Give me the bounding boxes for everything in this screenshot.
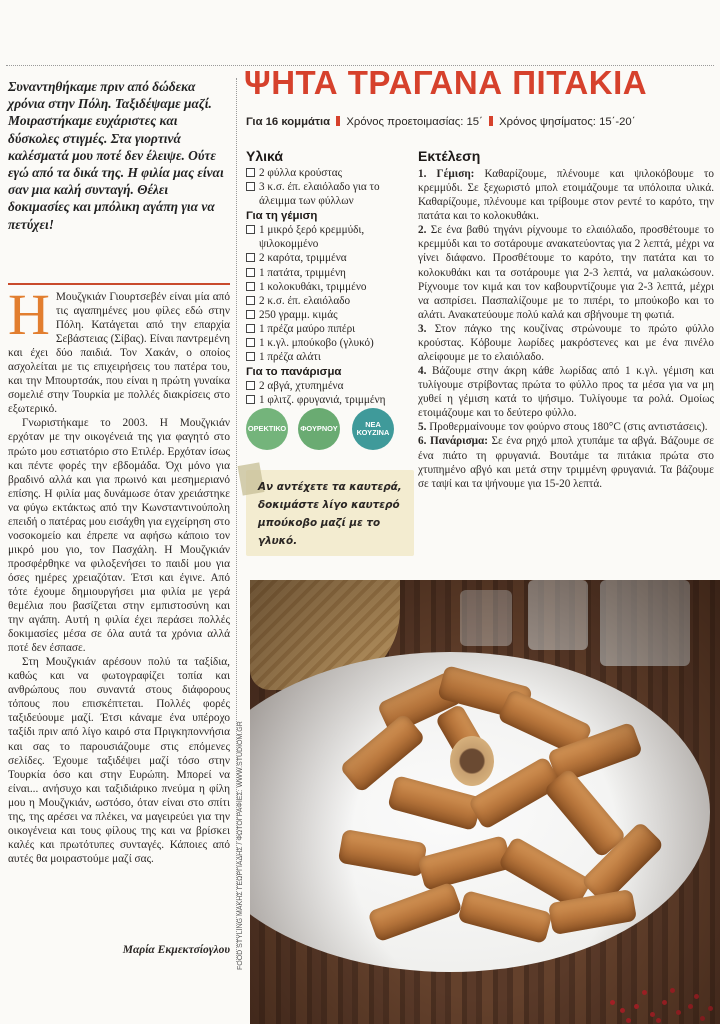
method-step <box>418 364 714 420</box>
category-badges <box>246 408 396 452</box>
ingredients-heading: Υλικά <box>246 148 283 164</box>
checkbox[interactable] <box>246 268 255 277</box>
ingredient-item <box>246 350 418 364</box>
meta-separator <box>336 116 340 126</box>
ingredient-text: 2 καρότα, τριμμένα <box>259 252 347 265</box>
tip-text: Αν αντέχετε τα καυτερά, δοκιμάστε λίγο καυτερό μπούκοβο μαζί με το γλυκό. <box>258 481 402 547</box>
badge-new-cuisine: ΝΕΑ ΚΟΥΖΙΝΑ <box>352 408 394 450</box>
step-text: Καθαρίζουμε, πλένουμε και ψιλοκόβουμε το κρεμμύδι. Σε ξεχωριστό μπολ ετοιμάζουμε τα υπόλοιπα υλικά. Καθαρίζουμε, πλένουμε και τρίβουμε στον ρεντέ το καρότο, την πατάτα και το κολοκυθάκι. <box>418 168 714 223</box>
meta-separator <box>489 116 493 126</box>
drop-cap: Η <box>8 282 50 347</box>
step-number: 6. <box>418 435 427 448</box>
filling-heading: Για τη γέμιση <box>246 210 318 223</box>
article-body <box>8 282 230 866</box>
ingredient-text: 3 κ.σ. έπ. ελαιόλαδο για το άλειμμα των φύλλων <box>259 181 380 208</box>
ingredients-breading-list <box>246 379 418 407</box>
step-label: Πανάρισμα: <box>429 435 488 448</box>
checkbox[interactable] <box>246 352 255 361</box>
tip-note <box>240 464 416 562</box>
ingredient-item <box>246 308 418 322</box>
ingredient-item <box>246 266 418 280</box>
bake-time: Χρόνος ψησίματος: 15΄-20΄ <box>499 116 636 128</box>
ingredients-section <box>246 148 418 407</box>
food-photo <box>250 580 720 1024</box>
step-label: Γέμιση: <box>436 168 475 180</box>
intro-text: Συναντηθήκαμε πριν από δώδεκα χρόνια στην Πόλη. Ταξιδέψαμε μαζί. Μοιραστήκαμε ευχάριστες και δύσκολες στιγμές. Στα γιορτινά καλέσματά μου ποτέ δεν έλειψε. Ούτε εγώ από τα δικά της. Η φιλία μας είναι σαν μια καλή συνταγή. Θέλει δοκιμασίες και μπόλικη αγάπη για να πετύχει! <box>8 79 224 232</box>
ingredient-item <box>246 393 418 407</box>
ingredient-text: 1 μικρό ξερό κρεμμύδι, ψιλοκομμένο <box>259 224 365 251</box>
ingredient-item <box>246 322 418 336</box>
recipe-meta <box>246 116 716 128</box>
checkbox[interactable] <box>246 338 255 347</box>
photo-credit: FOOD STYLING ΜΑΚΗΣ ΓΕΩΡΓΙΑΔΗΣ / ΦΩΤΟΓΡΑΦΙΕΣ: WWW.STUDIOM.GR <box>237 721 244 970</box>
ingredient-text: 250 γραμμ. κιμάς <box>259 308 338 321</box>
checkbox[interactable] <box>246 310 255 319</box>
step-text: Σε ένα βαθύ τηγάνι ρίχνουμε το ελαιόλαδο, προσθέτουμε το κρεμμύδι και το σοτάρουμε ανακατεύοντας για 2 λεπτά, μέχρι να γίνει διάφανο. Προσθέτουμε το καρότο, την πατάτα και το κολοκυθάκι και τα σοτάρουμε για 2-3 λεπτά, να μαλακώσουν. Ρίχνουμε τον κιμά και τον καβουρντίζουμε για 2-3 λεπτά, μέχρι να ασπρίσει. Πασπαλίζουμε με το πιπέρι, το μπούκοβο και το αλάτι. Ανακατεύουμε πολύ καλά και σβήνουμε τη φωτιά. <box>418 224 714 321</box>
ingredient-item <box>246 294 418 308</box>
ingredient-text: 1 πατάτα, τριμμένη <box>259 266 346 279</box>
method-step <box>418 322 714 364</box>
checkbox[interactable] <box>246 282 255 291</box>
step-text: Βάζουμε στην άκρη κάθε λωρίδας από 1 κ.γλ. γέμιση και τυλίγουμε στρίβοντας πρώτα το φύλλο προς τα μέσα για να μη χυθεί η γέμιση κατά το ψήσιμο. Τυλίγουμε τα ρολά. Ομοίως ετοιμάζουμε και το δεύτερο φύλλο. <box>418 365 714 420</box>
method-section <box>418 148 714 491</box>
servings: Για 16 κομμάτια <box>246 116 331 128</box>
method-step <box>418 420 714 434</box>
ingredient-item <box>246 180 418 208</box>
ingredient-text: 1 πρέζα μαύρο πιπέρι <box>259 322 356 335</box>
ingredient-text: 2 κ.σ. έπ. ελαιόλαδο <box>259 294 351 307</box>
ingredient-text: 2 φύλλα κρούστας <box>259 167 343 179</box>
ingredient-item <box>246 280 418 294</box>
step-number: 4. <box>418 365 427 378</box>
ingredients-main-list <box>246 166 418 208</box>
method-step <box>418 167 714 223</box>
checkbox[interactable] <box>246 182 255 191</box>
checkbox[interactable] <box>246 296 255 305</box>
step-text: Στον πάγκο της κουζίνας στρώνουμε το πρώτο φύλλο κρούστας. Κόβουμε λωρίδες μακρόστενες και με ένα πινέλο αλείφουμε με το ελαιόλαδο. <box>418 322 714 364</box>
checkbox[interactable] <box>246 381 255 390</box>
checkbox[interactable] <box>246 253 255 262</box>
checkbox[interactable] <box>246 324 255 333</box>
step-number: 5. <box>418 421 427 434</box>
method-step <box>418 223 714 322</box>
step-number: 1. <box>418 168 427 180</box>
breading-heading: Για το πανάρισμα <box>246 366 342 379</box>
checkbox[interactable] <box>246 395 255 404</box>
ingredient-item <box>246 251 418 265</box>
step-number: 2. <box>418 224 427 237</box>
article-paragraph-2: Γνωριστήκαμε το 2003. Η Μουζγκιάν ερχόταν με την οικογένειά της για φαγητό στο πρώτο μου εστιατόριο στο Ετιλέρ. Ερχόταν ίσως και πέντε φορές την εβδομάδα. Όχι μόνο για βραδινό αλλά και για πρωινό και μεσημεριανό επίσης. Η φιλία μας δυνάμωσε όταν χρειάστηκε να φύγω εκτάκτως από την Κωνσταντινούπολη επειδή ο πατέρας μου εισάχθη για εγχείρηση στο νοσοκομείο και έπρεπε να αφήσω κάποιο τον μικρό μου γιο, τον Πασχάλη. Η Μουζγκιάν προσφέρθηκε να φιλοξενήσει το παιδί μου για όσες ημέρες χρειαζόταν. Έτσι και έγινε. Από τότε έχουμε δημιουργήσει μια φιλία με γερά θεμέλια που βασίζεται στην εμπιστοσύνη και την αγάπη. Αυτή η φιλία έχει περάσει πολλές δοκιμασίες μέσα σε όλα αυτά τα χρόνια αλλά ποτέ δεν έσπασε. <box>8 417 230 655</box>
method-heading: Εκτέλεση <box>418 148 481 164</box>
ingredient-text: 1 φλιτζ. φρυγανιά, τριμμένη <box>259 394 386 407</box>
step-text: Προθερμαίνουμε τον φούρνο στους 180°C (στις αντιστάσεις). <box>426 421 708 434</box>
prep-time: Χρόνος προετοιμασίας: 15΄ <box>346 116 483 128</box>
ingredient-text: 2 αβγά, χτυπημένα <box>259 380 344 393</box>
ingredient-item <box>246 336 418 350</box>
ingredient-item <box>246 223 418 251</box>
checkbox[interactable] <box>246 225 255 234</box>
author-name: Μαρία Εκμεκτσίογλου <box>122 944 230 956</box>
ingredient-text: 1 κολοκυθάκι, τριμμένο <box>259 280 367 293</box>
step-text: Σε ένα ρηχό μπολ χτυπάμε τα αβγά. Βάζουμε σε ένα πιάτο τη φρυγανιά. Βουτάμε τα πιτάκια πρώτα στο χτυπημένο αβγό και μετά στην τριμμένη φρυγανιά. Τα βάζουμε σε ταψί και τα ψήνουμε για 15-20 λεπτά. <box>418 435 715 490</box>
ingredient-item <box>246 379 418 393</box>
ingredients-filling-list <box>246 223 418 364</box>
ingredient-text: 1 κ.γλ. μπούκοβο (γλυκό) <box>259 337 374 350</box>
badge-oven: ΦΟΥΡΝΟΥ <box>298 408 340 450</box>
method-steps <box>418 167 714 491</box>
badge-appetizer: ΟΡΕΚΤΙΚΟ <box>246 408 288 450</box>
step-number: 3. <box>418 322 427 335</box>
vignette <box>250 580 720 1024</box>
intro-block <box>8 78 230 233</box>
method-step <box>418 434 714 490</box>
ingredient-text: 1 πρέζα αλάτι <box>259 351 321 364</box>
ingredient-item <box>246 166 418 180</box>
article-paragraph-3: Στη Μουζγκιάν αρέσουν πολύ τα ταξίδια, καθώς και να φωτογραφίζει τοπία και ανθρώπους που συναντά στους διάφορους τόπους που επισκέπτεται. Πολλές φορές ταξιδεύουμε μαζί. Έτσι κάναμε ένα υπέροχο ταξίδι πριν από λίγο καιρό στα Πριγκηποννήσια και σας το παρουσιάζουμε στις επόμενες σελίδες. Έχουμε ταξιδέψει μαζί τόσο στην Τουρκία όσο και στην Ευρώπη. Μπορεί να είναι... ανήσυχο και ταξιδιάρικο πνεύμα η φίλη μου η Μουζγκιάν, ωστόσο, όταν είναι στο σπίτι της, της αρέσει να πλέκει, να μαγειρεύει για την οικογένεια και τους φίλους της και να βρίσκει καλές και πρωτότυπες συνταγές. Κάποιες από αυτές θα μοιραστούμε μαζί σας. <box>8 656 230 865</box>
recipe-title: ΨΗΤΑ ΤΡΑΓΑΝΑ ΠΙΤΑΚΙΑ <box>244 64 648 101</box>
article-paragraph-1: Η Μουζγκιάν Γιουρτσεβέν είναι μία από τις αγαπημένες μου φίλες εδώ στην Πόλη. Κατάγεται από την επαρχία Σεβάστειας (Σίβας). Είναι παντρεμένη και έχει δύο παιδιά. Τον Χακάν, ο οποίος ασχολείται με τις επιχειρήσεις του πατέρα του, και την Μπουρτσάκ, που είναι η πρώτη γυναίκα σομελιέ στην Τουρκία με πολλές διακρίσεις στο εξωτερικό. <box>8 282 230 416</box>
checkbox[interactable] <box>246 168 255 177</box>
